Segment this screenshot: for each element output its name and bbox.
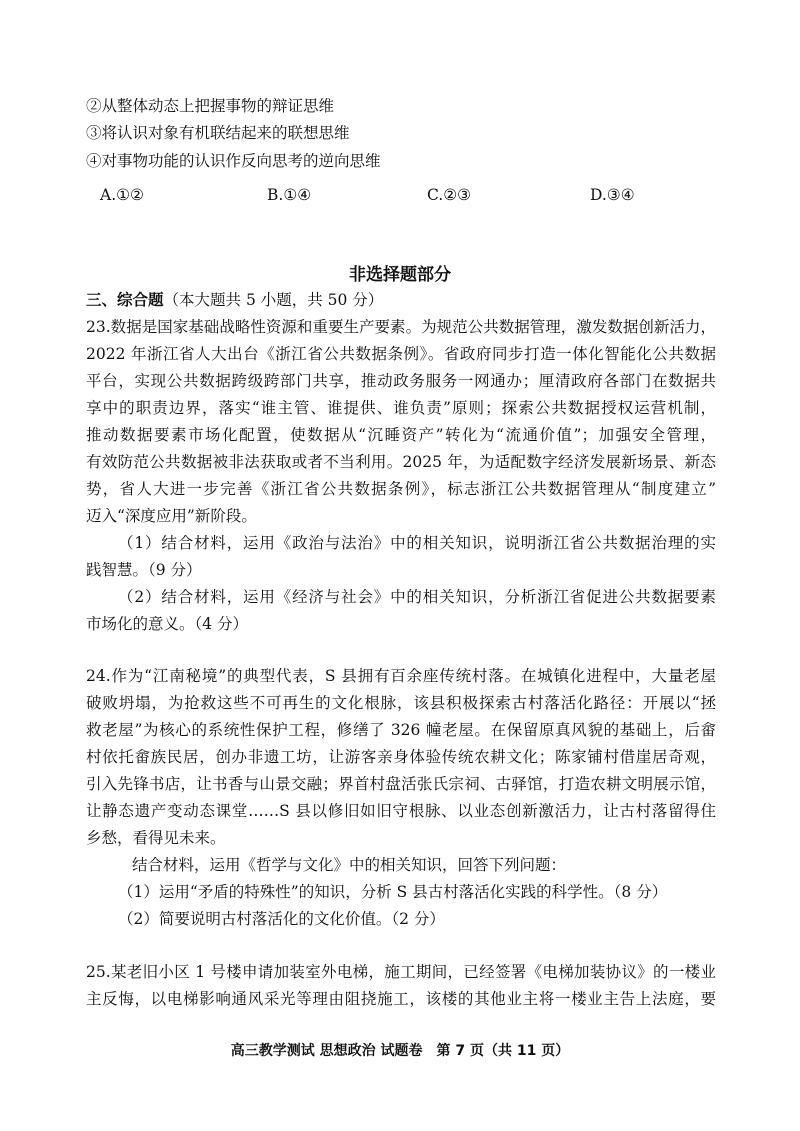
part-label: 三、综合题 xyxy=(86,291,164,309)
q23-line: 享中的职责边界，落实“谁主管、谁提供、谁负责”原则；探索公共数据授权运营机制， xyxy=(86,399,716,417)
choice-d: D.③④ xyxy=(590,186,635,204)
q24-line: 让静态遗产变动态课堂……S 县以修旧如旧守根脉、以业态创新激活力，让古村落留得住 xyxy=(86,802,716,820)
q24-sub1: （1）运用“矛盾的特殊性”的知识，分析 S 县古村落活化实践的科学性。（8 分） xyxy=(118,883,668,901)
q23-line: 2022 年浙江省人大出台《浙江省公共数据条例》。省政府同步打造一体化智能化公共数据 xyxy=(86,345,716,363)
q23-sub1-line1: （1）结合材料，运用《政治与法治》中的相关知识，说明浙江省公共数据治理的实 xyxy=(118,534,716,552)
q24-line: 村依托畲族民居，创办非遗工坊，让游客亲身体验传统农耕文化；陈家铺村借崖居奇观， xyxy=(86,748,716,766)
q23-line: 平台，实现公共数据跨级跨部门共享，推动政务服务一网通办；厘清政府各部门在数据共 xyxy=(86,372,716,390)
q23-sub2-line1: （2）结合材料，运用《经济与社会》中的相关知识，分析浙江省促进公共数据要素 xyxy=(118,588,716,606)
choice-a: A.①② xyxy=(100,186,144,204)
q24-last-line: 乡愁，看得见未来。 xyxy=(86,829,226,847)
q25-line1: 25.某老旧小区 1 号楼申请加装室外电梯，施工期间，已经签署《电梯加装协议》的一楼业 xyxy=(86,963,716,981)
q23-line: 有效防范公共数据被非法获取或者不当利用。2025 年，为适配数字经济发展新场景、新态 xyxy=(86,453,716,471)
answer-choices xyxy=(100,182,660,208)
q24-line: 破败坍塌，为抢救这些不可再生的文化根脉，该县积极探索古村落活化路径：开展以“拯 xyxy=(86,694,716,712)
q23-sub1-line2: 践智慧。（9 分） xyxy=(86,561,202,579)
prev-option-4: ④对事物功能的认识作反向思考的逆向思维 xyxy=(86,152,381,170)
part-note: （本大题共 5 小题，共 50 分） xyxy=(163,291,384,309)
q23-line: 23.数据是国家基础战略性资源和重要生产要素。为规范公共数据管理，激发数据创新活力， xyxy=(86,318,716,336)
q23-last-line: 迈入“深度应用”新阶段。 xyxy=(86,507,257,525)
choice-b: B.①④ xyxy=(267,186,312,204)
page-footer: 高三教学测试 思想政治 试题卷 第 7 页（共 11 页） xyxy=(230,1043,570,1059)
q23-line: 推动数据要素市场化配置，使数据从“沉睡资产”转化为“流通价值”；加强安全管理， xyxy=(86,426,716,444)
prev-option-3: ③将认识对象有机联结起来的联想思维 xyxy=(86,124,350,142)
part-heading xyxy=(86,287,383,313)
q24-line: 救老屋”为核心的系统性保护工程，修缮了 326 幢老屋。在保留原真风貌的基础上，后畲 xyxy=(86,721,716,739)
choice-c: C.②③ xyxy=(427,186,472,204)
q23-line: 势，省人大进一步完善《浙江省公共数据条例》，标志浙江公共数据管理从“制度建立” xyxy=(86,480,716,498)
q25-line2: 主反悔，以电梯影响通风采光等理由阻挠施工，该楼的其他业主将一楼业主告上法庭，要 xyxy=(86,990,716,1008)
q24-line: 24.作为“江南秘境”的典型代表，S 县拥有百余座传统村落。在城镇化进程中，大量老屋 xyxy=(86,667,716,685)
q24-intro: 结合材料，运用《哲学与文化》中的相关知识，回答下列问题： xyxy=(132,856,567,874)
q24-sub2: （2）简要说明古村落活化的文化价值。（2 分） xyxy=(118,910,445,928)
q23-sub2-line2: 市场化的意义。（4 分） xyxy=(86,615,249,633)
prev-option-2: ②从整体动态上把握事物的辩证思维 xyxy=(86,97,335,115)
q24-line: 引入先锋书店，让书香与山景交融；界首村盘活张氏宗祠、古驿馆，打造农耕文明展示馆， xyxy=(86,775,716,793)
section-title: 非选择题部分 xyxy=(349,265,451,285)
